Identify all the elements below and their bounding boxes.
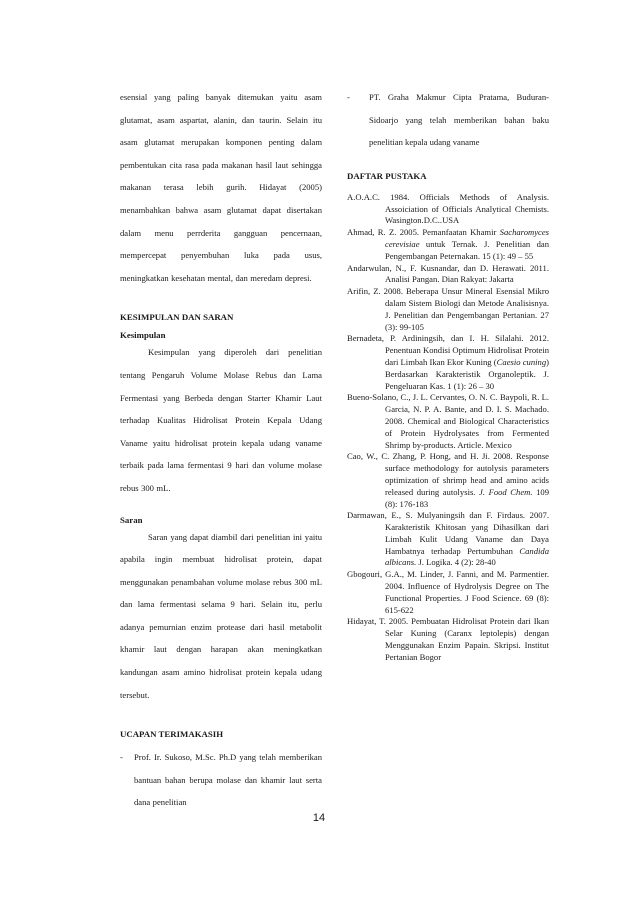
left-column bbox=[120, 86, 322, 814]
thanks-item-pt-graha bbox=[347, 86, 549, 154]
heading-saran: Saran bbox=[120, 514, 143, 525]
heading-daftar-pustaka: DAFTAR PUSTAKA bbox=[347, 170, 427, 181]
reference-item: Bernadeta, P. Ardiningsih, dan I. H. Silalahi. 2012. Penentuan Kondisi Optimum Hidrolisat Protein dari Limbah Ikan Ekor Kuning (Caesio cuning) Berdasarkan Karakteristik Organoleptik. J. Pengeluaran Kas. 1 (1): 26 – 30 bbox=[347, 333, 549, 391]
heading-ucapan-terimakasih: UCAPAN TERIMAKASIH bbox=[120, 729, 224, 740]
reference-item: Andarwulan, N., F. Kusnandar, dan D. Herawati. 2011. Analisi Pangan. Dian Rakyat: Jakarta bbox=[347, 262, 549, 285]
reference-item: Gbogouri, G.A., M. Linder, J. Fanni, and M. Parmentier. 2004. Influence of Hydrolysis Degree on The Functional Properties. J Food Science. 69 (8): 615-622 bbox=[347, 569, 549, 615]
reference-item: Darmawan, E., S. Mulyaningsih dan F. Firdaus. 2007. Karakteristik Khitosan yang Dihasilkan dari Limbah Kulit Udang Vaname dan Daya Hambatnya terhadap Pertumbuhan Candida albicans. J. Logika. 4 (2): 28-40 bbox=[347, 510, 549, 568]
thanks-item-text: Prof. Ir. Sukoso, M.Sc. Ph.D yang telah memberikan bantuan bahan berupa molase dan khamir laut serta dana penelitian bbox=[134, 752, 322, 808]
heading-kesimpulan-dan-saran: KESIMPULAN DAN SARAN bbox=[120, 312, 234, 323]
reference-item: Bueno-Solano, C., J. L. Cervantes, O. N. C. Baypoli, R. L. Garcia, N. P. A. Bante, and D. I. S. Machado. 2008. Chemical and Biological Characteristics of Protein Hydrolysates from Fermented Shrimp by-products. Article. Mexico bbox=[347, 392, 549, 450]
dash-marker: - bbox=[120, 752, 123, 763]
reference-item: Cao, W., C. Zhang, P. Hong, and H. Ji. 2008. Response surface methodology for autolysis parameters optimization of shrimp head and amino acids released during autolysis. J. Food Chem. 109 (8): 176-183 bbox=[347, 451, 549, 509]
right-column bbox=[347, 86, 549, 664]
dash-marker: - bbox=[347, 92, 350, 102]
paragraph-saran: Saran yang dapat diambil dari penelitian ini yaitu apabila ingin membuat hidrolisat protein, dapat menggunakan penambahan volume molase rebus 300 mL dan lama fermentasi selama 9 hari. Selain itu, perlu adanya pemurnian enzim protease dari hasil metabolit khamir laut dengan harapan akan meningkatkan kandungan asam amino hidrolisat protein kepala udang tersebut. bbox=[120, 531, 322, 700]
reference-item: Arifin, Z. 2008. Beberapa Unsur Mineral Esensial Mikro dalam Sistem Biologi dan Metode Analisisnya. J. Penelitian dan Pengembangan Pertanian. 27 (3): 99-105 bbox=[347, 286, 549, 332]
reference-item: Ahmad, R. Z. 2005. Pemanfaatan Khamir Sacharomyces cerevisiae untuk Ternak. J. Penelitian dan Pengembangan Peternakan. 15 (1): 49 – 55 bbox=[347, 227, 549, 261]
reference-list bbox=[347, 192, 549, 664]
thanks-item-text: PT. Graha Makmur Cipta Pratama, Buduran-Sidoarjo yang telah memberikan bahan baku penelitian kepala udang vaname bbox=[369, 92, 549, 148]
reference-item: A.O.A.C. 1984. Officials Methods of Analysis. Assoiciation of Officials Analytical Chemists. Wasington.D.C..USA bbox=[347, 191, 549, 226]
paragraph-kesimpulan: Kesimpulan yang diperoleh dari penelitian tentang Pengaruh Volume Molase Rebus dan Lama Fermentasi yang Berbeda dengan Starter Khamir Laut terhadap Kualitas Hidrolisat Protein Kepala Udang Vaname yaitu hidrolisat protein kepala udang vaname terbaik pada lama fermentasi 9 hari dan volume molase rebus 300 mL. bbox=[120, 347, 322, 493]
reference-item: Hidayat, T. 2005. Pembuatan Hidrolisat Protein dari Ikan Selar Kuning (Caranx leptolepis) dengan Menggunakan Enzim Papain. Skripsi. Institut Pertanian Bogor bbox=[347, 616, 549, 662]
thanks-item-sukoso bbox=[120, 746, 322, 814]
page-number: 14 bbox=[312, 812, 326, 824]
heading-kesimpulan: Kesimpulan bbox=[120, 330, 166, 341]
paragraph-asam-glutamat: esensial yang paling banyak ditemukan yaitu asam glutamat, asam aspartat, alanin, dan taurin. Selain itu asam glutamat merupakan komponen penting dalam pembentukan cita rasa pada makanan hasil laut sehingga makanan terasa lebih gurih. Hidayat (2005) menambahkan bahwa asam glutamat dapat disertakan dalam menu perrderita gangguan pencernaan, mempercepat penyembuhan luka pada usus, meningkatkan kesehatan mental, dan meredam depresi. bbox=[120, 92, 322, 283]
